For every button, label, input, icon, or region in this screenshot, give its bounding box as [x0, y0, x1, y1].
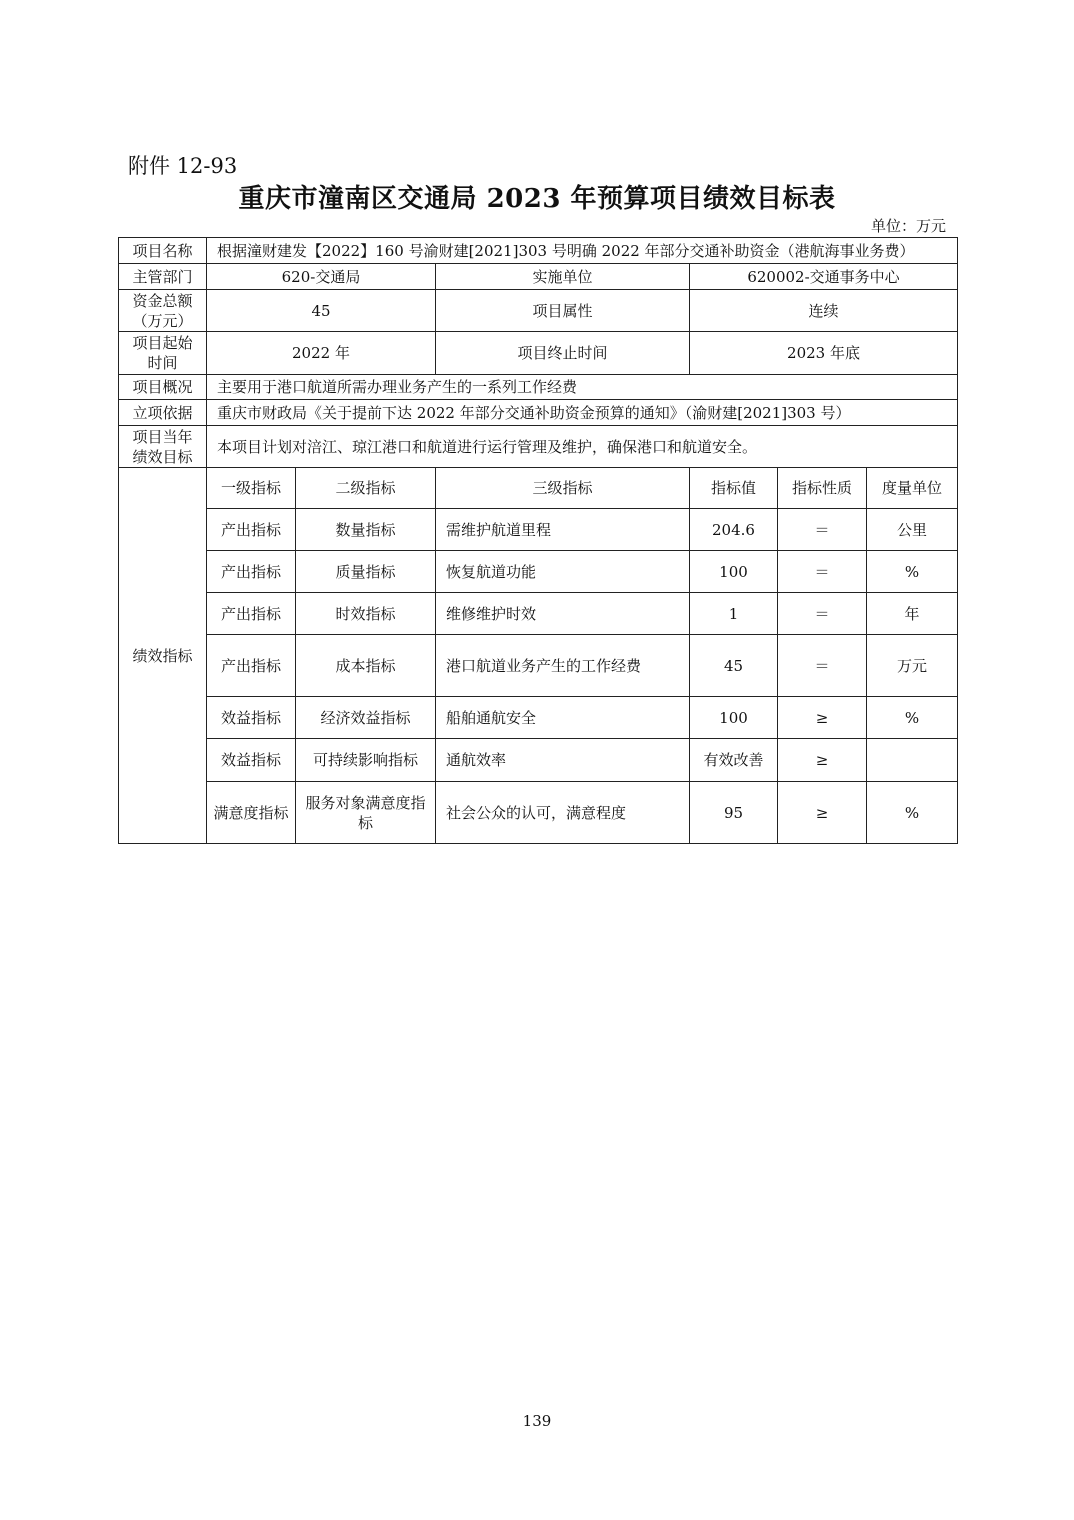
perf-row — [119, 635, 958, 697]
impl-unit-value: 620002-交通事务中心 — [690, 264, 958, 290]
row-overview — [119, 375, 958, 400]
header-level2: 二级指标 — [296, 468, 436, 509]
perf-header-row — [119, 468, 958, 509]
start-value: 2022 年 — [207, 332, 436, 375]
attr-value: 连续 — [690, 290, 958, 332]
perf-cell-unit: 公里 — [867, 509, 958, 551]
perf-cell-nature: ≥ — [778, 739, 867, 782]
perf-cell-nature: ＝ — [778, 635, 867, 697]
row-fund — [119, 290, 958, 332]
header-unit: 度量单位 — [867, 468, 958, 509]
perf-cell-unit: % — [867, 782, 958, 844]
fund-label — [119, 290, 207, 332]
perf-cell-l2: 经济效益指标 — [296, 697, 436, 739]
row-goal — [119, 426, 958, 468]
perf-cell-l3: 维修维护时效 — [436, 593, 690, 635]
goal-label-line1: 项目当年 — [132, 427, 193, 446]
start-label-line1: 项目起始 — [132, 334, 193, 352]
perf-cell-l2: 服务对象满意度指标 — [296, 782, 436, 844]
row-department — [119, 264, 958, 290]
perf-cell-l3: 通航效率 — [436, 739, 690, 782]
perf-row — [119, 782, 958, 844]
perf-cell-l3: 船舶通航安全 — [436, 697, 690, 739]
fund-value: 45 — [207, 290, 436, 332]
perf-row — [119, 509, 958, 551]
perf-cell-unit — [867, 739, 958, 782]
perf-cell-unit: % — [867, 551, 958, 593]
page-number: 139 — [522, 1412, 552, 1430]
overview-value: 主要用于港口航道所需办理业务产生的一系列工作经费 — [207, 375, 958, 400]
impl-unit-label: 实施单位 — [436, 264, 690, 290]
goal-label-line2: 绩效目标 — [132, 447, 193, 466]
goal-value: 本项目计划对涪江、琼江港口和航道进行运行管理及维护，确保港口和航道安全。 — [207, 426, 958, 468]
perf-cell-nature: ≥ — [778, 697, 867, 739]
header-nature: 指标性质 — [778, 468, 867, 509]
perf-cell-l2: 可持续影响指标 — [296, 739, 436, 782]
basis-value: 重庆市财政局《关于提前下达 2022 年部分交通补助资金预算的通知》（渝财建[2021]303 号） — [207, 400, 958, 426]
perf-row — [119, 739, 958, 782]
perf-cell-l2: 数量指标 — [296, 509, 436, 551]
fund-label-line2: （万元） — [132, 311, 193, 330]
perf-cell-nature: ＝ — [778, 593, 867, 635]
perf-cell-l2: 时效指标 — [296, 593, 436, 635]
fund-label-line1: 资金总额 — [132, 291, 193, 310]
perf-cell-unit: 万元 — [867, 635, 958, 697]
perf-cell-nature: ＝ — [778, 509, 867, 551]
perf-cell-value: 100 — [690, 697, 778, 739]
perf-cell-nature: ＝ — [778, 551, 867, 593]
row-basis — [119, 400, 958, 426]
end-label: 项目终止时间 — [436, 332, 690, 375]
perf-row — [119, 551, 958, 593]
page-title: 重庆市潼南区交通局 2023 年预算项目绩效目标表 — [238, 184, 836, 214]
project-name-label: 项目名称 — [119, 238, 207, 264]
perf-cell-value: 95 — [690, 782, 778, 844]
perf-cell-l1: 产出指标 — [207, 635, 296, 697]
perf-cell-value: 1 — [690, 593, 778, 635]
perf-cell-l1: 效益指标 — [207, 739, 296, 782]
perf-cell-nature: ≥ — [778, 782, 867, 844]
perf-cell-unit: 年 — [867, 593, 958, 635]
perf-cell-l1: 产出指标 — [207, 509, 296, 551]
perf-cell-l1: 满意度指标 — [207, 782, 296, 844]
perf-cell-value: 有效改善 — [690, 739, 778, 782]
perf-cell-value: 100 — [690, 551, 778, 593]
overview-label: 项目概况 — [119, 375, 207, 400]
end-value: 2023 年底 — [690, 332, 958, 375]
perf-cell-l3: 恢复航道功能 — [436, 551, 690, 593]
project-name-value: 根据潼财建发【2022】160 号渝财建[2021]303 号明确 2022 年部分交通补助资金（港航海事业务费） — [207, 238, 958, 264]
header-level1: 一级指标 — [207, 468, 296, 509]
row-project-name — [119, 238, 958, 264]
perf-cell-unit: % — [867, 697, 958, 739]
perf-row — [119, 697, 958, 739]
dept-label: 主管部门 — [119, 264, 207, 290]
basis-label: 立项依据 — [119, 400, 207, 426]
performance-table — [118, 237, 958, 844]
perf-row — [119, 593, 958, 635]
perf-cell-l3: 港口航道业务产生的工作经费 — [436, 635, 690, 697]
unit-note: 单位：万元 — [870, 217, 946, 235]
dept-value: 620-交通局 — [207, 264, 436, 290]
row-period — [119, 332, 958, 375]
perf-cell-l3: 社会公众的认可，满意程度 — [436, 782, 690, 844]
header-value: 指标值 — [690, 468, 778, 509]
attachment-number: 附件 12-93 — [128, 154, 238, 178]
perf-cell-value: 204.6 — [690, 509, 778, 551]
start-label — [119, 332, 207, 375]
header-level3: 三级指标 — [436, 468, 690, 509]
perf-cell-l1: 产出指标 — [207, 551, 296, 593]
perf-cell-l1: 产出指标 — [207, 593, 296, 635]
perf-cell-l3: 需维护航道里程 — [436, 509, 690, 551]
perf-cell-l1: 效益指标 — [207, 697, 296, 739]
perf-cell-value: 45 — [690, 635, 778, 697]
perf-cell-l2: 成本指标 — [296, 635, 436, 697]
attr-label: 项目属性 — [436, 290, 690, 332]
perf-cell-l2: 质量指标 — [296, 551, 436, 593]
perf-section-label: 绩效指标 — [119, 468, 207, 844]
start-label-line2: 时间 — [147, 354, 178, 372]
goal-label — [119, 426, 207, 468]
